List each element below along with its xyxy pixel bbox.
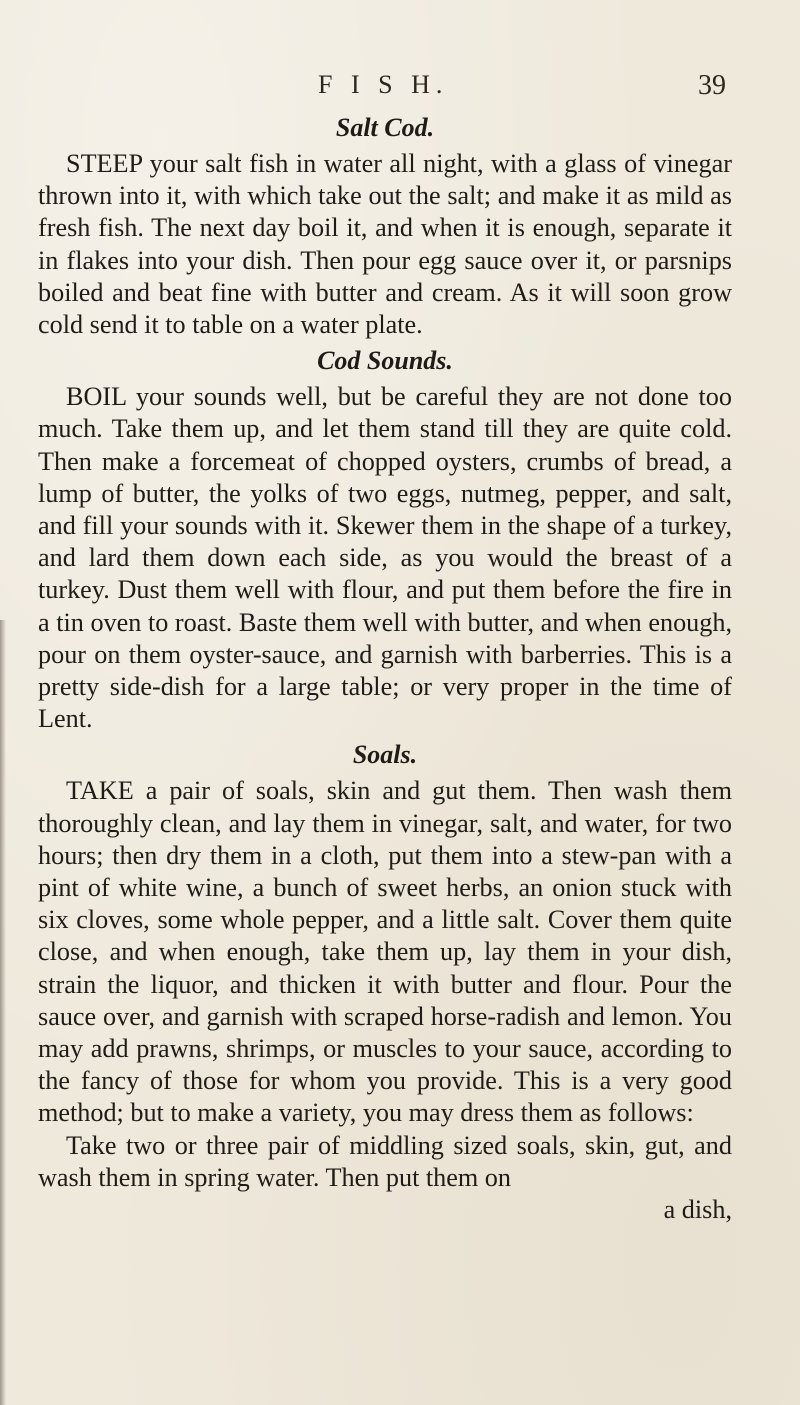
paragraph-soals-variation: Take two or three pair of middling sized soals, skin, gut, and wash them in spring water. Then put them on <box>38 1130 732 1192</box>
page-edge-shadow <box>0 620 6 1405</box>
paragraph-cod-sounds: BOIL your sounds well, but be careful they are not done too much. Take them up, and let them stand till they are quite cold. Then make a forcemeat of chopped oysters, crumbs of bread, a lump of butter, the yolks of two eggs, nutmeg, pepper, and salt, and fill your sounds with it. Skewer them in the shape of a turkey, and lard them down each side, as you would the breast of a turkey. Dust them well with flour, and put them before the fire in a tin oven to roast. Baste them well with butter, and when enough, pour on them oyster-sauce, and garnish with barberries. This is a pretty side-dish for a large table; or very proper in the time of Lent. <box>38 382 732 734</box>
section-heading-soals: Soals. <box>352 740 418 770</box>
text-block <box>38 108 732 1226</box>
paragraph-salt-cod: STEEP your salt fish in water all night, with a glass of vinegar thrown into it, with which take out the salt; and make it as mild as fresh fish. The next day boil it, and when it is enough, separate it in flakes into your dish. Then pour egg sauce over it, or parsnips boiled and beat fine with butter and cream. As it will soon grow cold send it to table on a water plate. <box>38 149 732 340</box>
running-head <box>0 70 800 110</box>
section-heading-cod-sounds: Cod Sounds. <box>317 346 453 376</box>
page-number: 39 <box>698 70 726 101</box>
page-tail-catchline: a dish, <box>663 1195 732 1225</box>
running-head-title: F I S H. <box>318 70 449 99</box>
paragraph-soals: TAKE a pair of soals, skin and gut them. Then wash them thoroughly clean, and lay them in vinegar, salt, and water, for two hours; then dry them in a cloth, put them into a stew-pan with a pint of white wine, a bunch of sweet herbs, an onion stuck with six cloves, some whole pepper, and a little salt. Cover them quite close, and when enough, take them up, lay them in your dish, strain the liquor, and thicken it with butter and flour. Pour the sauce over, and garnish with scraped horse-radish and lemon. You may add prawns, shrimps, or muscles to your sauce, according to the fancy of those for whom you provide. This is a very good method; but to make a variety, you may dress them as follows: <box>38 776 732 1128</box>
section-heading-salt-cod: Salt Cod. <box>335 113 435 142</box>
